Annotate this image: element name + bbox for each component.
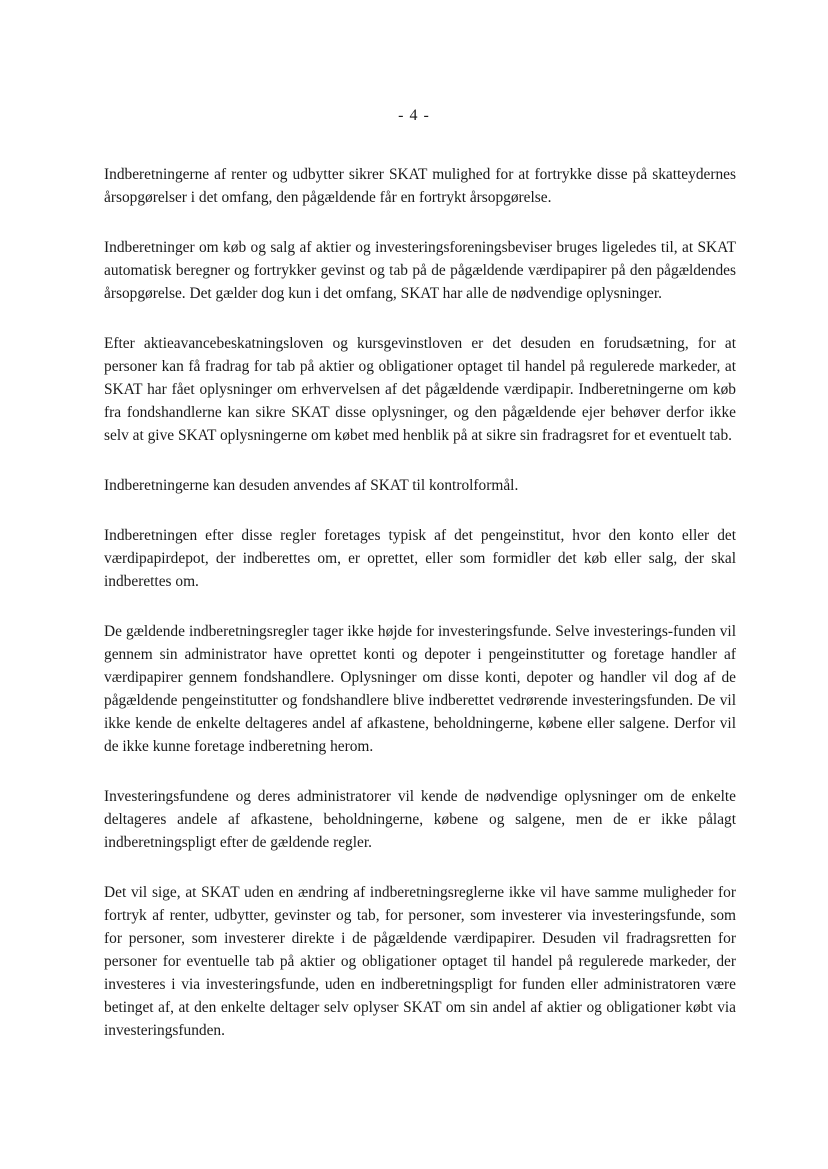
paragraph-administratorer: Investeringsfundene og deres administratorer vil kende de nødvendige oplysninger om de enkelte deltageres andele af afkastene, beholdningerne, købene og salgene, men de er ikke pålagt indberetningspligt efter de gældende regler. bbox=[104, 788, 736, 851]
paragraph-investeringsfunde: De gældende indberetningsregler tager ikke højde for investeringsfunde. Selve investerings-funden vil gennem sin administrator have oprettet konti og depoter i pengeinstitutter og foretage handler af værdipapirer gennem fondshandlere. Oplysninger om disse konti, depoter og handler vil dog af de pågældende pengeinstitutter og fondshandlere blive indberettet vedrørende investeringsfunden. De vil ikke kende de enkelte deltageres andel af afkastene, beholdningerne, købene eller salgene. Derfor vil de ikke kunne foretage indberetning herom. bbox=[104, 623, 736, 755]
page-number: - 4 - bbox=[398, 107, 430, 124]
body-text bbox=[104, 163, 736, 1069]
paragraph-pengeinstitut: Indberetningen efter disse regler foretages typisk af det pengeinstitut, hvor den konto eller det værdipapirdepot, der indberettes om, er oprettet, eller som formidler det køb eller salg, der skal indberettes om. bbox=[104, 527, 736, 590]
paragraph-kontrolformaal: Indberetningerne kan desuden anvendes af SKAT til kontrolformål. bbox=[104, 477, 519, 494]
paragraph-koeb-salg-aktier: Indberetninger om køb og salg af aktier og investeringsforeningsbeviser bruges ligeledes til, at SKAT automatisk beregner og fortrykker gevinst og tab på de pågældende værdipapirer på den pågældendes årsopgørelse. Det gælder dog kun i det omfang, SKAT har alle de nødvendige oplysninger. bbox=[104, 239, 736, 302]
paragraph-indberetning-renter-udbytter: Indberetningerne af renter og udbytter sikrer SKAT mulighed for at fortrykke disse på skatteydernes årsopgørelser i det omfang, den pågældende får en fortrykt årsopgørelse. bbox=[104, 166, 736, 206]
paragraph-fradrag-tab: Efter aktieavancebeskatningsloven og kursgevinstloven er det desuden en forudsætning, for at personer kan få fradrag for tab på aktier og obligationer optaget til handel på regulerede markeder, at SKAT har fået oplysninger om erhvervelsen af det pågældende værdipapir. Indberetningerne om køb fra fondshandlerne kan sikre SKAT disse oplysninger, og den pågældende ejer behøver derfor ikke selv at give SKAT oplysningerne om købet med henblik på at sikre sin fradragsret for et eventuelt tab. bbox=[104, 335, 736, 444]
paragraph-konklusion: Det vil sige, at SKAT uden en ændring af indberetningsreglerne ikke vil have samme muligheder for fortryk af renter, udbytter, gevinster og tab, for personer, som investerer via investeringsfunde, som for personer, som investerer direkte i de pågældende værdipapirer. Desuden vil fradragsretten for personer for eventuelle tab på aktier og obligationer optaget til handel på regulerede markeder, der investeres i via investeringsfunde, uden en indberetningspligt for funden eller administratoren være betinget af, at den enkelte deltager selv oplyser SKAT om sin andel af aktier og obligationer købt via investeringsfunden. bbox=[104, 884, 736, 1039]
